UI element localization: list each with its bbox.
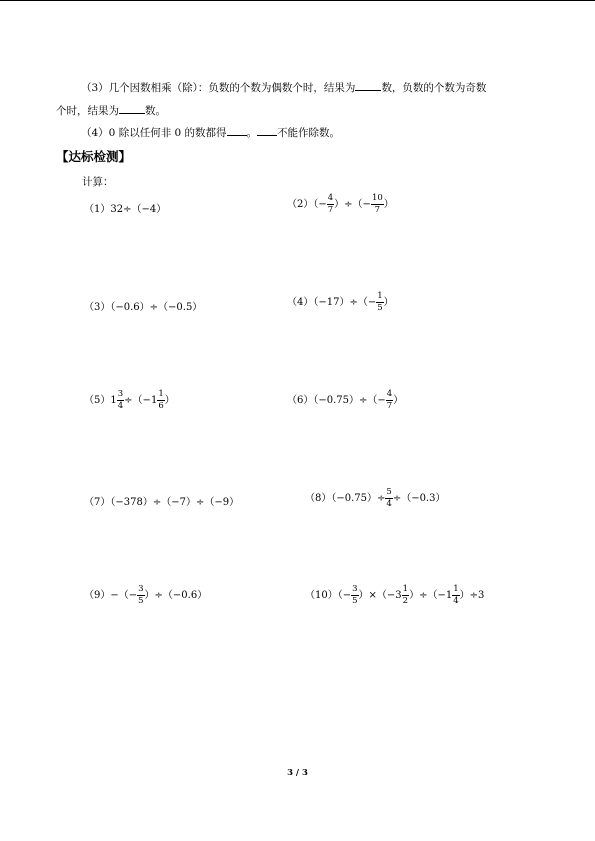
denominator: 5 [352,596,358,606]
fraction [376,291,383,314]
rule-3-text-a: （3）几个因数相乘（除）：负数的个数为偶数个时，结果为 [81,82,356,94]
denominator: 4 [386,499,392,509]
problem-7-text: （7）（−378）÷（−7）÷（−9） [84,497,240,508]
problem-1-text: （1）32÷（−4） [84,204,167,215]
answer-blank[interactable] [355,79,381,91]
problem-4-lead: （4）（−17）÷（− [287,297,377,308]
numerator: 5 [386,487,392,497]
denominator: 5 [377,303,383,313]
denominator: 7 [386,401,393,411]
calc-label: 计算： [82,176,114,188]
problem-2-lead: （2）（− [287,199,327,210]
problem-5 [84,389,175,412]
rule-4-text-b: 。 [246,127,258,139]
problem-8 [305,487,445,510]
problem-4-tail: ） [383,297,394,308]
problem-6-tail: ） [393,395,404,406]
denominator: 7 [327,205,334,215]
answer-blank[interactable] [119,102,145,114]
problem-10 [305,584,484,607]
whole-part: 1 [150,395,158,406]
rule-4-line [81,124,340,140]
page-number: 3 / 3 [287,768,308,778]
fraction [137,584,144,607]
denominator: 5 [138,596,144,606]
numerator: 3 [117,389,124,399]
whole-part: 1 [445,590,453,601]
mixed-number [395,584,409,607]
numerator: 1 [453,584,459,594]
rule-3-text-d: 数。 [145,105,166,117]
problem-8-lead: （8）（−0.75）÷ [305,493,386,504]
problem-3-text: （3）（−0.6）÷（−0.5） [84,302,203,313]
answer-blank[interactable] [257,124,277,136]
numerator: 4 [327,193,334,203]
problem-10-lead: （10）（− [305,590,352,601]
problem-5-tail: ） [164,395,175,406]
rule-3-text-b: 数，负数的个数为奇数 [381,82,487,94]
problem-10-mid-2: ）÷（− [409,590,446,601]
denominator: 4 [117,401,124,411]
answer-blank[interactable] [227,124,247,136]
problem-6 [287,389,403,412]
problem-6-lead: （6）（−0.75）÷（− [287,395,386,406]
numerator: 10 [371,193,383,203]
numerator: 4 [386,389,393,399]
numerator: 3 [138,584,144,594]
fraction [452,584,459,607]
whole-part: 1 [110,395,117,406]
problem-10-tail: ）÷3 [459,590,485,601]
denominator: 7 [374,205,381,215]
fraction [385,487,392,510]
denominator: 2 [402,596,409,606]
problem-2-tail: ） [383,199,394,210]
numerator: 3 [352,584,358,594]
fraction [402,584,409,607]
page-top-rule [0,0,595,1]
problem-7 [84,493,239,508]
mixed-number [446,584,460,607]
numerator: 1 [377,291,383,301]
rule-3-line-2 [56,102,166,118]
problem-1 [84,200,166,215]
rule-4-text-a: （4）0 除以任何非 0 的数都得 [81,127,227,139]
mixed-number [151,389,165,412]
problem-2-mid: ）÷（− [334,199,371,210]
mixed-number [110,389,124,412]
denominator: 6 [158,401,164,411]
problem-9-lead: （9）−（− [84,590,138,601]
problem-5-mid: ÷（− [124,395,151,406]
fraction [351,584,358,607]
whole-part: 3 [395,590,402,601]
problem-8-tail: ÷（−0.3） [392,493,446,504]
problem-4 [287,291,394,314]
problem-5-lead: （5） [84,395,111,406]
problem-2 [287,193,394,216]
rule-3-text-c: 个时，结果为 [56,105,119,117]
problem-10-mid-1: ）×（− [358,590,396,601]
problem-9-tail: ）÷（−0.6） [144,590,208,601]
fraction [371,193,384,216]
fraction [157,389,164,412]
problem-3 [84,298,202,313]
numerator: 1 [402,584,409,594]
denominator: 4 [453,596,459,606]
numerator: 1 [158,389,164,399]
rule-4-text-c: 不能作除数。 [277,127,341,139]
section-title: 【达标检测】 [56,149,132,164]
rule-3-line-1 [81,79,486,95]
problem-9 [84,584,207,607]
